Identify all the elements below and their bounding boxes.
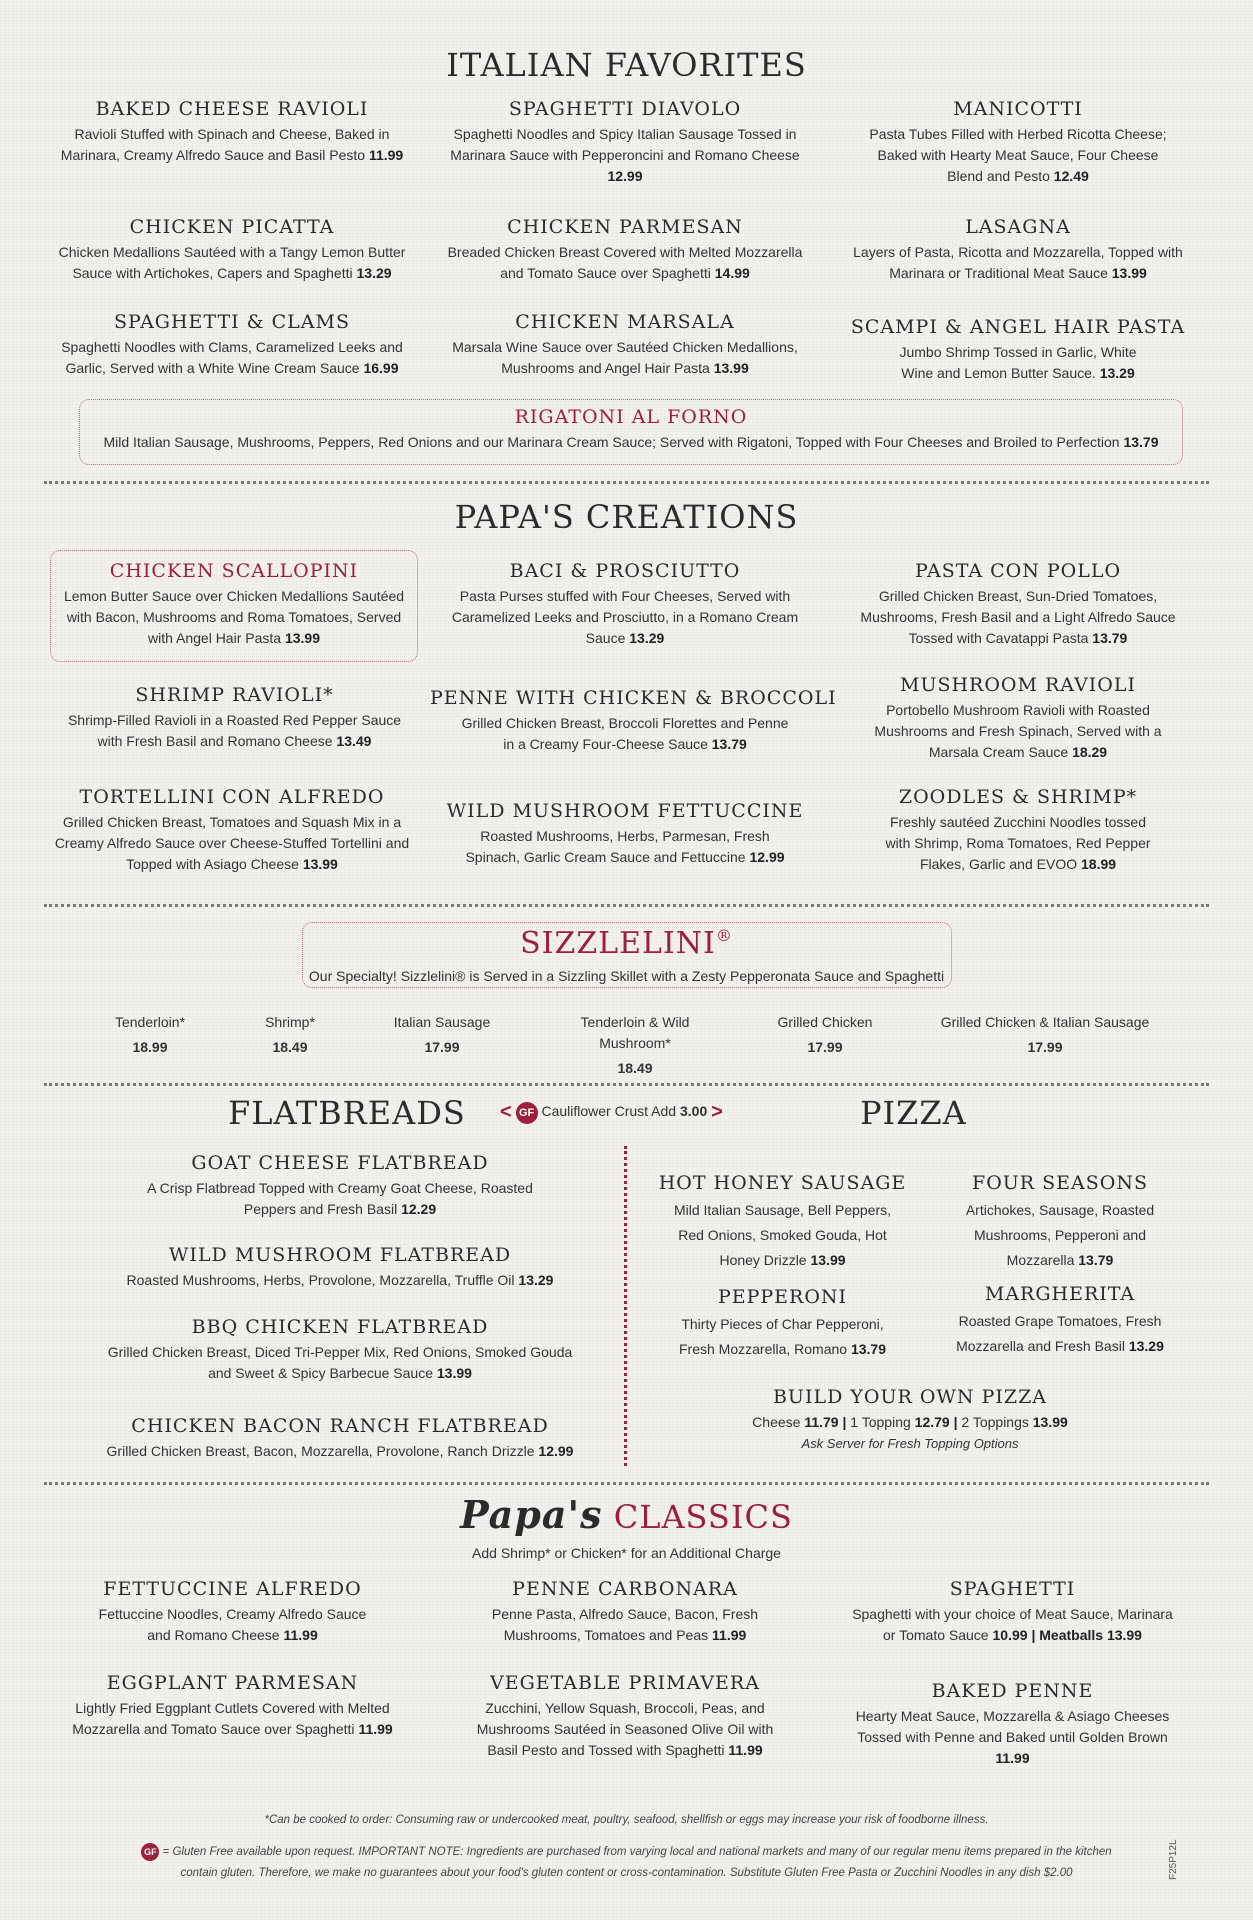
registered-mark: ®	[715, 926, 733, 945]
item-desc-text: A Crisp Flatbread Topped with Creamy Goat Cheese, Roasted Peppers and Fresh Basil	[147, 1180, 533, 1217]
menu-item	[62, 684, 407, 752]
item-price: 13.79	[1092, 630, 1128, 646]
sizzlelini-option	[930, 1012, 1160, 1058]
item-desc-text: Spaghetti Noodles and Spicy Italian Sausage Tossed in Marinara Sauce with Pepperoncini and Romano Cheese	[450, 126, 800, 163]
item-desc	[845, 1604, 1180, 1646]
chevron-right-icon: >	[711, 1101, 723, 1123]
item-extra: | Meatballs	[1031, 1627, 1104, 1643]
item-desc	[52, 337, 412, 379]
item-price: 11.99	[368, 147, 404, 163]
item-name: TORTELLINI CON ALFREDO	[79, 786, 385, 808]
item-desc-text: Lemon Butter Sauce over Chicken Medallions Sautéed with Bacon, Mushrooms and Roma Tomatoes, Served with Angel Hair Pasta	[63, 588, 405, 646]
italian-favorites-title: ITALIAN FAVORITES	[446, 46, 807, 84]
item-desc-text: Freshly sautéed Zucchini Noodles tossed with Shrimp, Roma Tomatoes, Red Pepper Flakes, Garlic and EVOO	[885, 814, 1151, 872]
item-desc	[52, 812, 412, 875]
separator: |	[842, 1414, 847, 1430]
flatbreads-title: FLATBREADS	[228, 1094, 466, 1132]
item-price: 13.79	[850, 1341, 886, 1357]
item-price: 12.49	[1053, 168, 1089, 184]
option-name: Tenderloin*	[114, 1014, 186, 1030]
item-price: 13.99	[713, 360, 749, 376]
item-desc	[450, 1604, 800, 1646]
item-price: 13.79	[1078, 1252, 1114, 1268]
menu-item	[445, 800, 805, 868]
menu-item	[52, 216, 412, 284]
item-desc-text: Grilled Chicken Breast, Sun-Dried Tomatoes, Mushrooms, Fresh Basil and a Light Alfredo Sauce Tossed with Cavatappi Pasta	[860, 588, 1176, 646]
item-desc-text: Shrimp-Filled Ravioli in a Roasted Red Pepper Sauce with Fresh Basil and Romano Cheese	[67, 712, 402, 749]
item-desc	[450, 586, 800, 649]
item-desc	[845, 1706, 1180, 1769]
menu-item	[450, 1672, 800, 1761]
item-desc-text: Mild Italian Sausage, Mushrooms, Peppers, Red Onions and our Marinara Cream Sauce; Served with Rigatoni, Topped with Four Cheeses and Broiled to Perfection	[103, 434, 1120, 450]
item-desc-text: Pasta Purses stuffed with Four Cheeses, Served with Caramelized Leeks and Prosciutto, in a Romano Cream Sauce	[451, 588, 799, 646]
item-desc	[95, 1342, 585, 1384]
item-desc-text: Ravioli Stuffed with Spinach and Cheese, Baked in Marinara, Creamy Alfredo Sauce and Basil Pesto	[60, 126, 390, 163]
sizzlelini-option	[560, 1012, 710, 1079]
item-name: VEGETABLE PRIMAVERA	[490, 1672, 760, 1694]
papas-classics-title	[0, 1492, 1253, 1537]
item-desc	[858, 586, 1178, 649]
item-desc-text: Fettuccine Noodles, Creamy Alfredo Sauce and Romano Cheese	[98, 1606, 367, 1643]
menu-item	[440, 216, 810, 284]
item-desc-text: Zucchini, Yellow Squash, Broccoli, Peas, and Mushrooms Sautéed in Seasoned Olive Oil with Basil Pesto and Tossed with Spaghetti	[476, 1700, 774, 1758]
menu-item	[450, 1578, 800, 1646]
item-price: 13.99	[810, 1252, 846, 1268]
menu-item	[52, 98, 412, 166]
item-name: LASAGNA	[965, 216, 1071, 238]
item-price: 11.99	[358, 1721, 393, 1737]
item-name: CHICKEN BACON RANCH FLATBREAD	[131, 1415, 549, 1437]
item-desc	[450, 124, 800, 187]
classics-note: Add Shrimp* or Chicken* for an Additional Charge	[472, 1545, 781, 1561]
menu-item	[55, 1578, 410, 1646]
footnote-raw: *Can be cooked to order: Consuming raw or undercooked meat, poultry, seafood, shellfish or eggs may increase your risk of foodborne illness.	[264, 1814, 989, 1826]
byo-two-price: 13.99	[1032, 1414, 1068, 1430]
footnote-gluten-a: = Gluten Free available upon request. IMPORTANT NOTE: Ingredients are purchased from varying local and national markets and many of our regular menu items prepared in the kitchen	[162, 1846, 1112, 1859]
item-price: 13.99	[284, 630, 320, 646]
print-code: F25P12L	[1168, 1839, 1179, 1880]
item-name: SPAGHETTI	[949, 1578, 1076, 1600]
item-desc	[660, 1312, 905, 1362]
item-name: SCAMPI & ANGEL HAIR PASTA	[850, 316, 1186, 338]
byo-cheese-price: 11.79	[804, 1414, 839, 1430]
menu-item	[52, 786, 412, 875]
item-desc	[838, 342, 1198, 384]
item-desc-text: Mild Italian Sausage, Bell Peppers, Red Onions, Smoked Gouda, Hot Honey Drizzle	[673, 1202, 892, 1268]
menu-item	[845, 1680, 1180, 1769]
item-name: PENNE WITH CHICKEN & BROCCOLI	[430, 687, 837, 709]
sizzlelini-option	[230, 1012, 350, 1058]
option-price: 17.99	[1027, 1039, 1063, 1055]
item-desc-text: Lightly Fried Eggplant Cutlets Covered with Melted Mozzarella and Tomato Sauce over Spaghetti	[72, 1700, 390, 1737]
item-name: FOUR SEASONS	[972, 1172, 1148, 1194]
item-price: 13.99	[436, 1365, 472, 1381]
item-desc	[52, 242, 412, 284]
option-price: 18.49	[272, 1039, 308, 1055]
item-desc-text: Hearty Meat Sauce, Mozzarella & Asiago Cheeses Tossed with Penne and Baked until Golden Brown	[855, 1708, 1170, 1745]
item-price: 13.29	[518, 1272, 554, 1288]
separator: |	[953, 1414, 958, 1430]
cauliflower-price: 3.00	[679, 1103, 708, 1120]
item-desc-text: Marsala Wine Sauce over Sautéed Chicken Medallions, Mushrooms and Angel Hair Pasta	[452, 339, 798, 376]
item-price: 13.79	[711, 736, 747, 752]
item-desc-text: Layers of Pasta, Ricotta and Mozzarella, Topped with Marinara or Traditional Meat Sauce	[853, 244, 1183, 281]
item-name: WILD MUSHROOM FLATBREAD	[168, 1244, 512, 1266]
classics-script: Papa's	[460, 1492, 603, 1537]
item-name: RIGATONI AL FORNO	[514, 406, 748, 428]
item-name: PASTA CON POLLO	[914, 560, 1122, 582]
item-desc	[430, 713, 820, 755]
item-desc-text: Grilled Chicken Breast, Bacon, Mozzarella, Provolone, Ranch Drizzle	[106, 1443, 535, 1459]
item-extra-price: 13.99	[1106, 1627, 1142, 1643]
item-desc	[945, 1198, 1175, 1273]
menu-item	[945, 1283, 1175, 1359]
item-desc	[95, 1270, 585, 1291]
papas-creations-title: PAPA'S CREATIONS	[454, 498, 799, 536]
item-price: 13.29	[356, 265, 392, 281]
sizzlelini-title	[0, 926, 1253, 961]
item-desc-text: Breaded Chicken Breast Covered with Melted Mozzarella and Tomato Sauce over Spaghetti	[447, 244, 803, 281]
sizzlelini-title-text: SIZZLELINI	[520, 926, 716, 961]
item-price: 12.29	[401, 1201, 437, 1217]
section-divider	[44, 481, 1209, 484]
classics-word: CLASSICS	[613, 1498, 793, 1536]
sizzlelini-option	[372, 1012, 512, 1058]
item-desc-text: Chicken Medallions Sautéed with a Tangy Lemon Butter Sauce with Artichokes, Capers and Spaghetti	[58, 244, 406, 281]
pizza-title: PIZZA	[860, 1094, 967, 1132]
cauliflower-text: Cauliflower Crust Add	[541, 1103, 677, 1120]
item-desc	[858, 124, 1178, 187]
menu-item	[700, 1386, 1120, 1454]
item-desc-text: Roasted Grape Tomatoes, Fresh Mozzarella and Fresh Basil	[956, 1313, 1162, 1354]
item-price: 16.99	[363, 360, 399, 376]
menu-item	[660, 1286, 905, 1362]
byo-note: Ask Server for Fresh Topping Options	[801, 1436, 1019, 1451]
item-desc	[440, 242, 810, 284]
item-desc-text: Thirty Pieces of Char Pepperoni, Fresh Mozzarella, Romano	[679, 1316, 884, 1357]
item-name: CHICKEN PICATTA	[129, 216, 335, 238]
item-price: 13.79	[1123, 434, 1159, 450]
item-name: ZOODLES & SHRIMP*	[898, 786, 1138, 808]
item-price: 13.29	[1099, 365, 1135, 381]
item-desc-text: Pasta Tubes Filled with Herbed Ricotta Cheese; Baked with Hearty Meat Sauce, Four Cheese Blend and Pesto	[869, 126, 1167, 184]
option-price: 18.49	[617, 1060, 653, 1076]
chevron-left-icon: <	[500, 1101, 512, 1123]
menu-item	[450, 98, 800, 187]
item-desc	[445, 337, 805, 379]
option-name: Grilled Chicken	[777, 1014, 873, 1030]
item-desc	[55, 1698, 410, 1740]
menu-item	[95, 1152, 585, 1220]
item-desc-text: Jumbo Shrimp Tossed in Garlic, White Wine and Lemon Butter Sauce.	[899, 344, 1137, 381]
sizzlelini-desc: Our Specialty! Sizzlelini® is Served in a Sizzling Skillet with a Zesty Pepperonata Sauce and Spaghetti	[308, 968, 945, 984]
item-name: SPAGHETTI & CLAMS	[114, 311, 350, 333]
item-price: 13.99	[302, 856, 338, 872]
item-price: 14.99	[714, 265, 750, 281]
item-price: 13.29	[1128, 1338, 1164, 1354]
byo-one-price: 12.79	[914, 1414, 950, 1430]
item-desc-text: Penne Pasta, Alfredo Sauce, Bacon, Fresh Mushrooms, Tomatoes and Peas	[491, 1606, 759, 1643]
item-name: GOAT CHEESE FLATBREAD	[191, 1152, 489, 1174]
item-name: BAKED PENNE	[931, 1680, 1094, 1702]
section-divider	[44, 1482, 1209, 1485]
item-desc	[52, 124, 412, 166]
item-price: 13.29	[629, 630, 665, 646]
item-desc-text: Grilled Chicken Breast, Tomatoes and Squash Mix in a Creamy Alfredo Sauce over Cheese-Stuffed Tortellini and Topped with Asiago Cheese	[54, 814, 410, 872]
item-price: 12.99	[538, 1443, 574, 1459]
menu-item-featured	[79, 406, 1183, 453]
item-desc-text: Grilled Chicken Breast, Diced Tri-Pepper Mix, Red Onions, Smoked Gouda and Sweet & Spicy Barbecue Sauce	[107, 1344, 573, 1381]
option-name: Italian Sausage	[393, 1014, 491, 1030]
item-desc	[945, 1309, 1175, 1359]
option-price: 18.99	[132, 1039, 168, 1055]
byo-two: 2 Toppings	[961, 1414, 1029, 1430]
item-desc	[55, 1604, 410, 1646]
menu-item	[55, 1672, 410, 1740]
item-desc-text: Grilled Chicken Breast, Broccoli Florettes and Penne in a Creamy Four-Cheese Sauce	[461, 715, 789, 752]
item-desc-text: Artichokes, Sausage, Roasted Mushrooms, Pepperoni and Mozzarella	[965, 1202, 1155, 1268]
menu-item	[95, 1415, 585, 1462]
menu-item	[650, 1172, 915, 1273]
item-price: 11.99	[728, 1742, 763, 1758]
item-name: BUILD YOUR OWN PIZZA	[772, 1386, 1048, 1408]
section-divider	[44, 1083, 1209, 1086]
item-price: 12.99	[749, 849, 785, 865]
item-price: 11.99	[995, 1750, 1030, 1766]
menu-item	[450, 560, 800, 649]
byo-prices	[700, 1412, 1120, 1433]
item-price: 18.99	[1081, 856, 1117, 872]
menu-item	[848, 216, 1188, 284]
menu-item	[858, 560, 1178, 649]
item-name: MUSHROOM RAVIOLI	[899, 674, 1136, 696]
item-price: 10.99	[992, 1627, 1028, 1643]
footnote-gluten	[0, 1843, 1253, 1862]
byo-cheese: Cheese	[752, 1414, 801, 1430]
item-desc-text: Roasted Mushrooms, Herbs, Provolone, Mozzarella, Truffle Oil	[126, 1272, 515, 1288]
item-name: MANICOTTI	[953, 98, 1083, 120]
item-desc-text: Roasted Mushrooms, Herbs, Parmesan, Fresh Spinach, Garlic Cream Sauce and Fettuccine	[465, 828, 770, 865]
menu-item	[445, 311, 805, 379]
item-price: 11.99	[283, 1627, 318, 1643]
item-price: 11.99	[712, 1627, 747, 1643]
item-desc-text: Portobello Mushroom Ravioli with Roasted Mushrooms and Fresh Spinach, Served with a Marsala Cream Sauce	[874, 702, 1162, 760]
menu-item	[52, 311, 412, 379]
menu-item	[868, 674, 1168, 763]
menu-item-featured	[55, 560, 413, 649]
item-name: MARGHERITA	[984, 1283, 1136, 1305]
menu-item	[868, 786, 1168, 875]
option-name: Tenderloin & Wild Mushroom*	[580, 1014, 690, 1051]
item-name: BAKED CHEESE RAVIOLI	[95, 98, 369, 120]
column-divider	[624, 1146, 627, 1466]
item-name: CHICKEN MARSALA	[515, 311, 735, 333]
item-name: PEPPERONI	[717, 1286, 848, 1308]
menu-item	[838, 316, 1198, 384]
cauliflower-crust-note	[500, 1101, 760, 1124]
item-desc	[62, 710, 407, 752]
item-desc	[95, 1441, 585, 1462]
gluten-free-icon: GF	[516, 1102, 538, 1124]
item-name: EGGPLANT PARMESAN	[106, 1672, 359, 1694]
byo-one: 1 Topping	[850, 1414, 911, 1430]
sizzlelini-option	[755, 1012, 895, 1058]
menu-item	[858, 98, 1178, 187]
item-desc	[95, 1178, 585, 1220]
item-name: SPAGHETTI DIAVOLO	[508, 98, 742, 120]
item-price: 18.29	[1072, 744, 1108, 760]
item-desc-text: Spaghetti with your choice of Meat Sauce, Marinara or Tomato Sauce	[852, 1606, 1173, 1643]
section-divider	[44, 904, 1209, 907]
menu-item	[95, 1244, 585, 1291]
option-name: Grilled Chicken & Italian Sausage	[940, 1014, 1150, 1030]
menu-item	[945, 1172, 1175, 1273]
item-desc	[868, 700, 1168, 763]
item-desc	[79, 432, 1183, 453]
item-name: HOT HONEY SAUSAGE	[658, 1172, 907, 1194]
item-name: SHRIMP RAVIOLI*	[135, 684, 334, 706]
item-name: CHICKEN SCALLOPINI	[109, 560, 359, 582]
sizzlelini-option	[90, 1012, 210, 1058]
item-name: BACI & PROSCIUTTO	[509, 560, 741, 582]
option-name: Shrimp*	[265, 1014, 315, 1030]
item-price: 13.99	[1111, 265, 1147, 281]
item-desc	[450, 1698, 800, 1761]
gluten-free-icon: GF	[141, 1843, 159, 1861]
item-desc	[55, 586, 413, 649]
option-price: 17.99	[807, 1039, 843, 1055]
item-desc	[868, 812, 1168, 875]
item-name: BBQ CHICKEN FLATBREAD	[191, 1316, 489, 1338]
item-desc	[848, 242, 1188, 284]
item-name: WILD MUSHROOM FETTUCCINE	[446, 800, 804, 822]
menu-item	[845, 1578, 1180, 1646]
item-desc	[445, 826, 805, 868]
option-price: 17.99	[424, 1039, 460, 1055]
item-desc	[650, 1198, 915, 1273]
menu-item	[430, 687, 837, 755]
item-desc-text: Spaghetti Noodles with Clams, Caramelized Leeks and Garlic, Served with a White Wine Cream Sauce	[61, 339, 403, 376]
item-name: CHICKEN PARMESAN	[507, 216, 743, 238]
item-price: 12.99	[607, 168, 643, 184]
item-name: PENNE CARBONARA	[512, 1578, 738, 1600]
item-price: 13.49	[336, 733, 372, 749]
item-name: FETTUCCINE ALFREDO	[103, 1578, 362, 1600]
footnote-gluten-b: contain gluten. Therefore, we make no guarantees about your food's gluten content or cross-contamination. Substitute Gluten Free Pasta or Zucchini Noodles in any dish $2.00	[180, 1867, 1073, 1879]
menu-item	[95, 1316, 585, 1384]
